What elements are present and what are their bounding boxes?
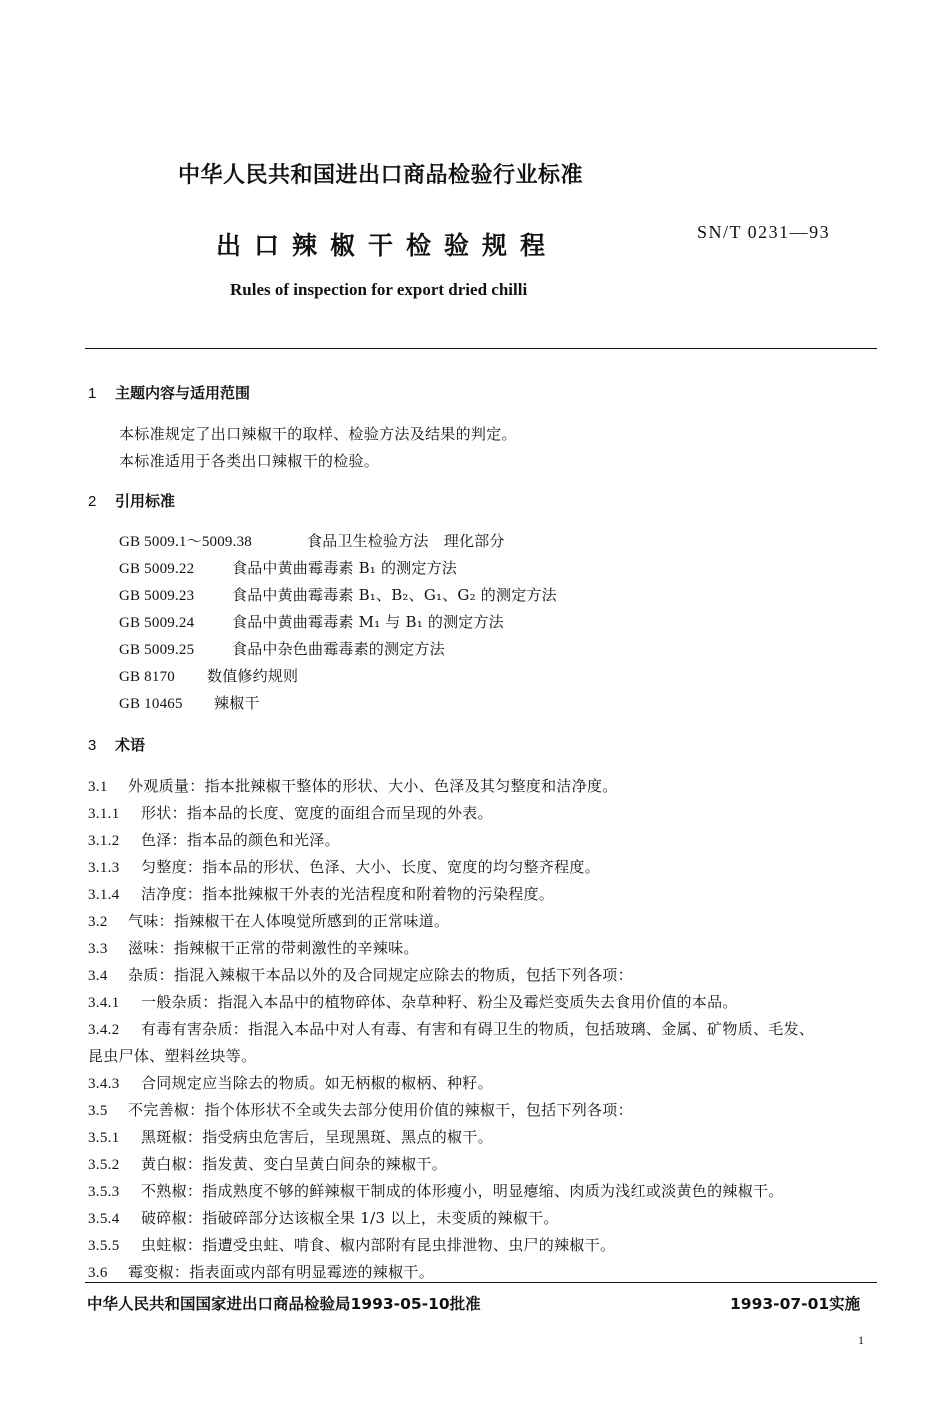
clause	[88, 802, 493, 823]
reference-item	[119, 638, 445, 659]
clause-number: 3.1.4	[88, 887, 120, 903]
clause-number: 3.4.3	[88, 1076, 120, 1092]
reference-code: GB 8170	[119, 669, 175, 685]
section-title: 术语	[115, 736, 146, 754]
clause	[88, 829, 340, 850]
clause-text: 洁净度：指本批辣椒干外表的光洁程度和附着物的污染程度。	[141, 885, 555, 903]
document-title: 出口辣椒干检验规程	[216, 231, 559, 260]
clause-number: 3.3	[88, 941, 108, 957]
clause-number: 3.5.5	[88, 1238, 120, 1254]
clause-text: 有毒有害杂质：指混入本品中对人有毒、有害和有碍卫生的物质，包括玻璃、金属、矿物质、毛发、	[141, 1020, 815, 1038]
clause-number: 3.5.4	[88, 1211, 120, 1227]
clause	[88, 910, 449, 931]
clause	[88, 1099, 633, 1120]
clause-text: 匀整度：指本品的形状、色泽、大小、长度、宽度的均匀整齐程度。	[141, 858, 601, 876]
clause-number: 3.4.2	[88, 1022, 120, 1038]
clause	[88, 1234, 615, 1255]
reference-name: 食品中黄曲霉毒素 B₁、B₂、G₁、G₂ 的测定方法	[232, 586, 557, 604]
reference-item	[119, 530, 505, 551]
clause	[88, 775, 618, 796]
section-number: 1	[88, 385, 97, 402]
reference-item	[119, 665, 298, 686]
section-number: 2	[88, 493, 97, 510]
reference-name: 食品中杂色曲霉毒素的测定方法	[232, 640, 445, 658]
clause-text: 外观质量：指本批辣椒干整体的形状、大小、色泽及其匀整度和洁净度。	[128, 777, 618, 795]
clause-text: 不熟椒：指成熟度不够的鲜辣椒干制成的体形瘦小，明显瘪缩、肉质为浅红或淡黄色的辣椒干。	[141, 1182, 784, 1200]
clause-number: 3.5.1	[88, 1130, 120, 1146]
reference-code: GB 5009.24	[119, 615, 195, 631]
footer-divider	[85, 1282, 877, 1283]
reference-code: GB 5009.23	[119, 588, 195, 604]
reference-item	[119, 611, 504, 632]
reference-code: GB 5009.25	[119, 642, 195, 658]
reference-code: GB 5009.22	[119, 561, 195, 577]
reference-code: GB 10465	[119, 696, 183, 712]
reference-item	[119, 557, 457, 578]
header-divider	[85, 348, 877, 349]
clause	[88, 1153, 447, 1174]
standard-number: SN/T 0231—93	[697, 222, 831, 242]
page-number: 1	[858, 1333, 864, 1347]
clause-number: 3.2	[88, 914, 108, 930]
clause-text: 黄白椒：指发黄、变白呈黄白间杂的辣椒干。	[141, 1155, 448, 1173]
clause	[88, 1261, 434, 1282]
clause	[88, 1126, 493, 1147]
clause-text: 色泽：指本品的颜色和光泽。	[141, 831, 340, 849]
clause-text: 霉变椒：指表面或内部有明显霉迹的辣椒干。	[128, 1263, 435, 1281]
clause-text: 一般杂质：指混入本品中的植物碎体、杂草种籽、粉尘及霉烂变质失去食用价值的本品。	[141, 993, 738, 1011]
english-title: Rules of inspection for export dried chilli	[230, 280, 528, 299]
clause-text: 黑斑椒：指受病虫危害后，呈现黑斑、黑点的椒干。	[141, 1128, 493, 1146]
clause-continuation	[88, 1045, 256, 1066]
reference-name: 辣椒干	[214, 694, 260, 712]
clause-number: 3.1.2	[88, 833, 120, 849]
clause-text: 气味：指辣椒干在人体嗅觉所感到的正常味道。	[128, 912, 450, 930]
issuing-organization: 中华人民共和国进出口商品检验行业标准	[178, 163, 584, 188]
clause	[88, 1207, 559, 1228]
reference-code: GB 5009.1～5009.38	[119, 534, 252, 550]
clause-text: 形状：指本品的长度、宽度的面组合而呈现的外表。	[141, 804, 493, 822]
clause-text: 不完善椒：指个体形状不全或失去部分使用价值的辣椒干，包括下列各项：	[128, 1101, 633, 1119]
clause	[88, 883, 554, 904]
paragraph: 本标准规定了出口辣椒干的取样、检验方法及结果的判定。	[119, 425, 517, 443]
clause-text: 合同规定应当除去的物质。如无柄椒的椒柄、种籽。	[141, 1074, 493, 1092]
section-3-heading	[88, 734, 145, 755]
clause-number: 3.5.2	[88, 1157, 120, 1173]
clause-number: 3.5	[88, 1103, 108, 1119]
clause	[88, 1072, 493, 1093]
reference-name: 食品中黄曲霉毒素 M₁ 与 B₁ 的测定方法	[232, 613, 504, 631]
clause	[88, 1018, 814, 1039]
clause-number: 3.4.1	[88, 995, 120, 1011]
reference-item	[119, 584, 557, 605]
clause-text: 昆虫尸体、塑料丝块等。	[88, 1047, 257, 1065]
reference-name: 食品中黄曲霉毒素 B₁ 的测定方法	[232, 559, 457, 577]
clause-text: 杂质：指混入辣椒干本品以外的及合同规定应除去的物质，包括下列各项：	[128, 966, 633, 984]
reference-name: 数值修约规则	[207, 667, 299, 685]
clause-number: 3.6	[88, 1265, 108, 1281]
section-number: 3	[88, 737, 97, 754]
paragraph: 本标准适用于各类出口辣椒干的检验。	[119, 452, 380, 470]
clause-number: 3.1.3	[88, 860, 120, 876]
section-title: 引用标准	[115, 492, 176, 510]
section-2-heading	[88, 490, 175, 511]
effective-date: 1993-07-01实施	[730, 1295, 861, 1313]
section-title: 主题内容与适用范围	[115, 384, 251, 402]
clause-text: 破碎椒：指破碎部分达该椒全果 1/3 以上，未变质的辣椒干。	[141, 1209, 559, 1227]
reference-item	[119, 692, 260, 713]
clause-text: 滋味：指辣椒干正常的带刺激性的辛辣味。	[128, 939, 419, 957]
clause	[88, 856, 600, 877]
clause	[88, 991, 738, 1012]
section-1-heading	[88, 382, 250, 403]
clause-number: 3.5.3	[88, 1184, 120, 1200]
clause-number: 3.4	[88, 968, 108, 984]
clause	[88, 964, 633, 985]
clause	[88, 937, 419, 958]
clause-text: 虫蛀椒：指遭受虫蛀、啃食、椒内部附有昆虫排泄物、虫尸的辣椒干。	[141, 1236, 616, 1254]
reference-name: 食品卫生检验方法 理化部分	[307, 532, 505, 550]
clause-number: 3.1	[88, 779, 108, 795]
clause	[88, 1180, 784, 1201]
approval-statement: 中华人民共和国国家进出口商品检验局1993-05-10批准	[87, 1295, 481, 1313]
clause-number: 3.1.1	[88, 806, 120, 822]
